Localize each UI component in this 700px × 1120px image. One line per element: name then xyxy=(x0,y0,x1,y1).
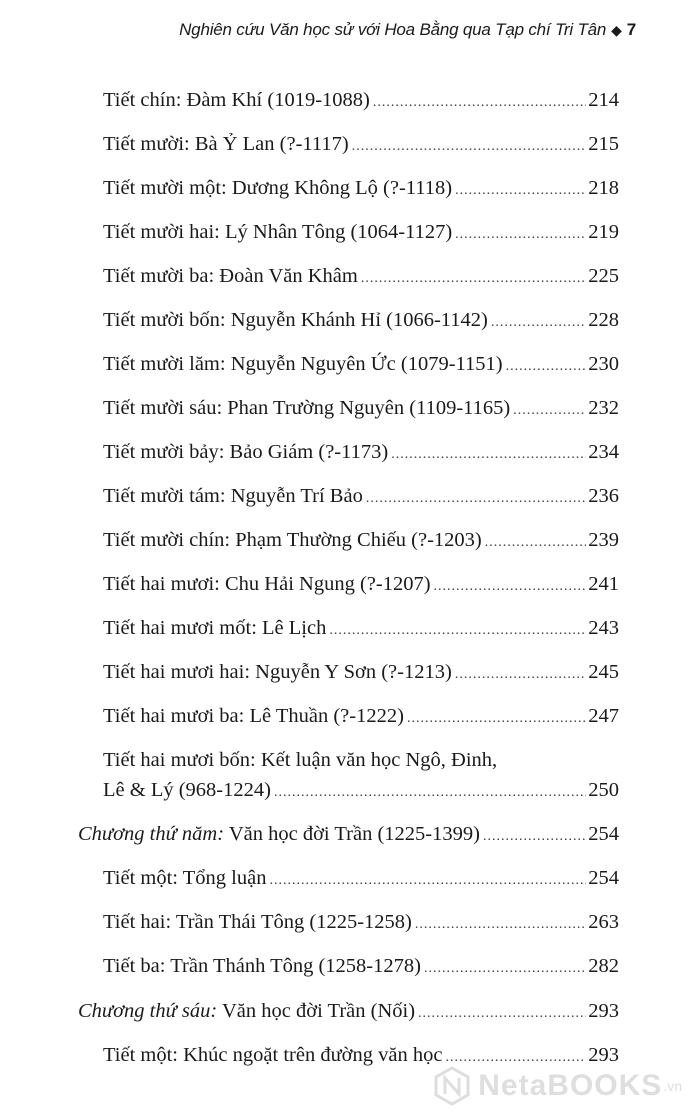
toc-entry xyxy=(103,484,619,511)
toc-entry-page: 236 xyxy=(588,485,619,507)
toc-entry xyxy=(103,866,619,893)
toc-entry-page: 215 xyxy=(588,133,619,155)
toc-entry-page: 243 xyxy=(588,617,619,639)
toc-entry-page: 245 xyxy=(588,661,619,683)
toc-entry-label: Tiết hai mươi mốt: Lê Lịch xyxy=(103,617,327,639)
toc-entry xyxy=(103,308,619,335)
toc-entry-label: Tiết hai mươi ba: Lê Thuần (?-1222) xyxy=(103,705,404,727)
watermark-suffix: .vn xyxy=(663,1078,682,1094)
dot-leader xyxy=(329,619,586,643)
toc-entry xyxy=(103,778,619,805)
toc-chapter-label xyxy=(78,822,480,846)
dot-leader xyxy=(483,825,586,849)
dot-leader xyxy=(361,267,586,291)
toc-entry-label: Tiết mười: Bà Ỷ Lan (?-1117) xyxy=(103,133,349,155)
dot-leader xyxy=(513,399,586,423)
dot-leader xyxy=(434,575,587,599)
toc-entry xyxy=(103,528,619,555)
header-title: Nghiên cứu Văn học sử với Hoa Bằng qua Tạp chí Tri Tân xyxy=(179,20,607,39)
toc-entry-label: Tiết một: Tổng luận xyxy=(103,867,267,889)
toc-entry-page: 282 xyxy=(588,955,619,977)
toc-entry-label: Tiết một: Khúc ngoặt trên đường văn học xyxy=(103,1044,443,1066)
dot-leader xyxy=(455,179,586,203)
toc-entry-page: 254 xyxy=(588,867,619,889)
toc-entry-page: 230 xyxy=(588,353,619,375)
toc-entry-label: Tiết mười tám: Nguyễn Trí Bảo xyxy=(103,485,363,507)
toc-entry-label: Tiết chín: Đàm Khí (1019-1088) xyxy=(103,89,370,111)
toc-entry-page: 263 xyxy=(588,911,619,933)
dot-leader xyxy=(407,707,586,731)
toc-entry-label: Tiết mười hai: Lý Nhân Tông (1064-1127) xyxy=(103,221,453,243)
toc-entry-label: Tiết mười sáu: Phan Trường Nguyên (1109-1165) xyxy=(103,397,511,419)
toc-entry-label: Tiết hai mươi: Chu Hải Ngung (?-1207) xyxy=(103,573,431,595)
toc-entry xyxy=(103,572,619,599)
toc-chapter-entry xyxy=(78,822,619,849)
chapter-title: Văn học đời Trần (1225-1399) xyxy=(224,823,480,845)
toc-entry-label-line1: Tiết hai mươi bốn: Kết luận văn học Ngô, Đinh, xyxy=(103,749,498,771)
toc-entry xyxy=(103,396,619,423)
toc-entry xyxy=(103,440,619,467)
toc-entry-label: Tiết ba: Trần Thánh Tông (1258-1278) xyxy=(103,955,421,977)
neta-logo-icon xyxy=(432,1066,472,1106)
toc-entry-page: 239 xyxy=(588,529,619,551)
toc-entry xyxy=(103,660,619,687)
chapter-prefix: Chương thứ sáu: xyxy=(78,1000,218,1022)
toc-entry-label-line2: Lê & Lý (968-1224) xyxy=(103,779,271,801)
toc-entry xyxy=(103,910,619,937)
dot-leader xyxy=(485,531,587,555)
dot-leader xyxy=(391,443,586,467)
toc-entry-page: 214 xyxy=(588,89,619,111)
toc-entry-page: 250 xyxy=(588,779,619,801)
diamond-separator-icon: ◆ xyxy=(611,22,622,38)
chapter-prefix: Chương thứ năm: xyxy=(78,823,225,845)
toc-entry-label: Tiết mười bốn: Nguyễn Khánh Hỉ (1066-1142) xyxy=(103,309,488,331)
watermark-brand: NetaBOOKS xyxy=(478,1069,663,1102)
toc-entry-label: Tiết hai mươi hai: Nguyễn Y Sơn (?-1213) xyxy=(103,661,452,683)
dot-leader xyxy=(274,781,586,805)
dot-leader xyxy=(455,663,586,687)
toc-entry-page: 254 xyxy=(588,823,619,845)
toc-entry-page: 293 xyxy=(588,1044,619,1066)
dot-leader xyxy=(506,355,587,379)
toc-chapter-label xyxy=(78,999,415,1023)
toc-entry-page: 241 xyxy=(588,573,619,595)
dot-leader xyxy=(366,487,586,511)
toc-entry-page: 247 xyxy=(588,705,619,727)
dot-leader xyxy=(352,135,587,159)
toc-entry-page: 225 xyxy=(588,265,619,287)
toc-entry-label: Tiết mười bảy: Bảo Giám (?-1173) xyxy=(103,441,389,463)
watermark xyxy=(432,1066,682,1106)
dot-leader xyxy=(491,311,586,335)
toc-entry-label: Tiết mười lăm: Nguyễn Nguyên Ức (1079-1151) xyxy=(103,353,503,375)
dot-leader xyxy=(415,913,586,937)
toc-entry-label: Tiết mười ba: Đoàn Văn Khâm xyxy=(103,265,358,287)
toc-entry-page: 228 xyxy=(588,309,619,331)
dot-leader xyxy=(269,869,586,893)
header-page-number: 7 xyxy=(626,20,636,39)
dot-leader xyxy=(455,223,586,247)
toc-entry xyxy=(103,220,619,247)
dot-leader xyxy=(373,91,586,115)
toc-entry-page: 219 xyxy=(588,221,619,243)
toc-entry xyxy=(103,704,619,731)
toc-entry-page: 218 xyxy=(588,177,619,199)
toc-entry-page: 293 xyxy=(588,1000,619,1022)
toc-entry xyxy=(103,88,619,115)
toc-entry xyxy=(103,616,619,643)
chapter-title: Văn học đời Trần (Nối) xyxy=(217,1000,416,1022)
dot-leader xyxy=(424,957,586,981)
toc-entry xyxy=(103,132,619,159)
toc-chapter-entry xyxy=(78,999,619,1026)
toc-entry xyxy=(103,264,619,291)
toc-entry-page: 232 xyxy=(588,397,619,419)
toc-entry-page: 234 xyxy=(588,441,619,463)
toc-entry xyxy=(103,352,619,379)
dot-leader xyxy=(418,1002,586,1026)
toc-entry-label: Tiết mười một: Dương Không Lộ (?-1118) xyxy=(103,177,453,199)
toc-entry-label: Tiết mười chín: Phạm Thường Chiếu (?-1203) xyxy=(103,529,482,551)
toc-entry-label: Tiết hai: Trần Thái Tông (1225-1258) xyxy=(103,911,412,933)
running-header xyxy=(179,20,636,40)
toc-entry xyxy=(103,954,619,981)
toc-entry xyxy=(103,176,619,203)
